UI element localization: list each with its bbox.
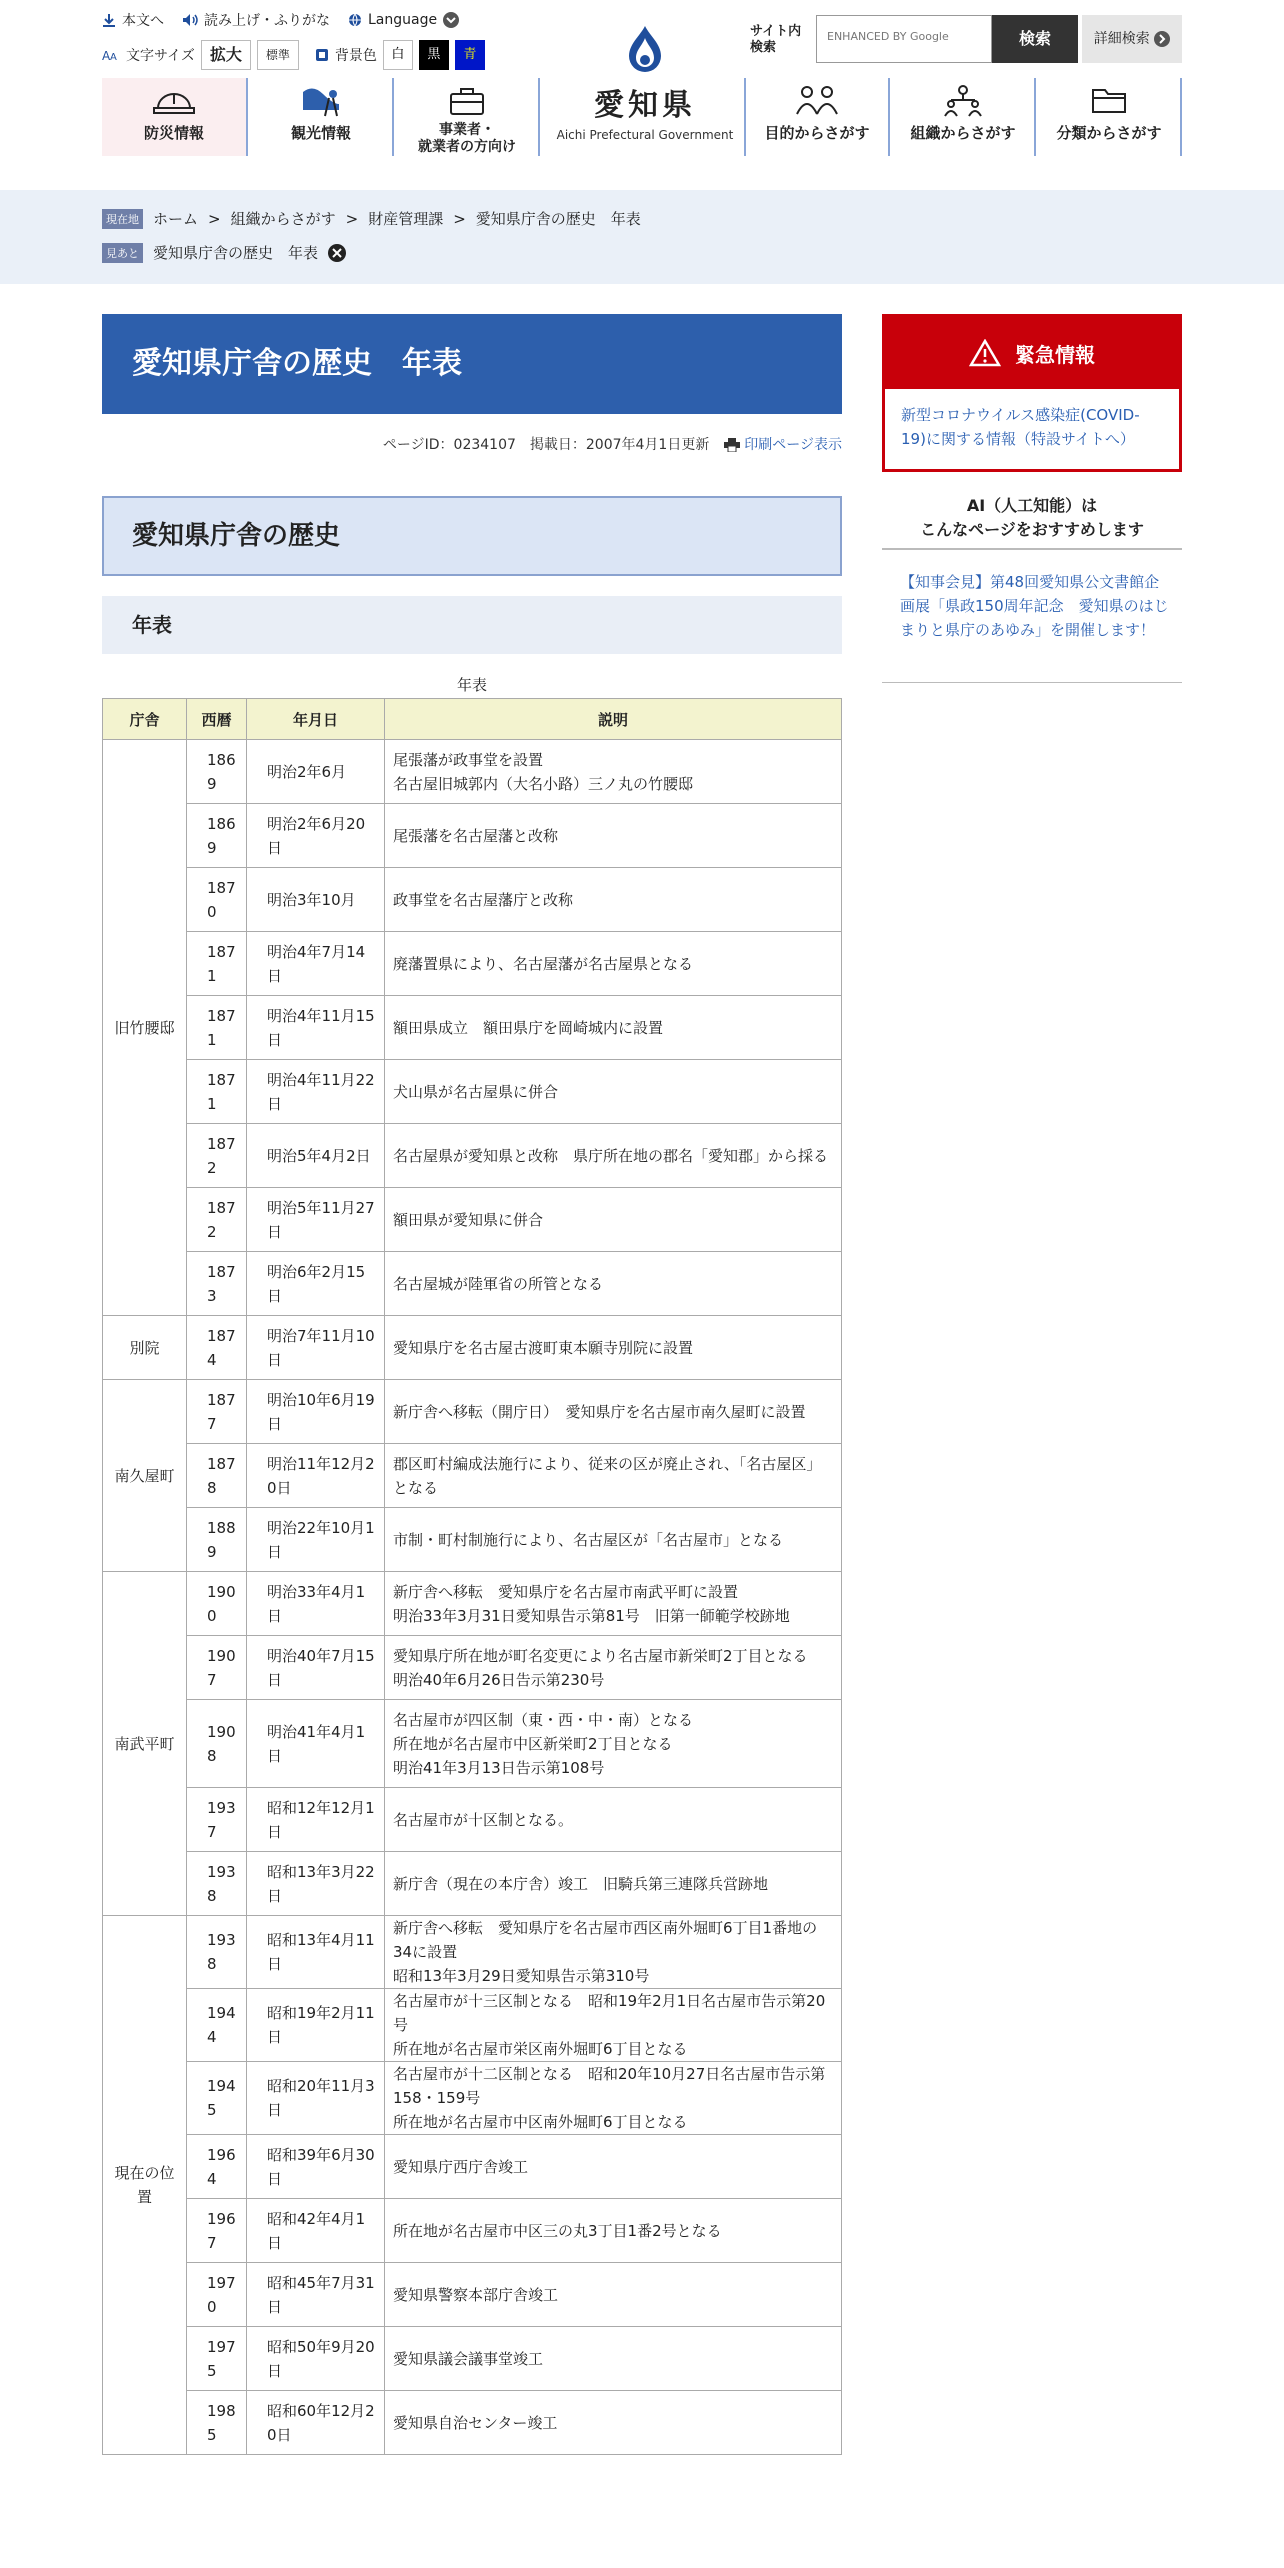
table-row — [103, 1700, 842, 1788]
description-cell: 新庁舎へ移転（開庁日） 愛知県庁を名古屋市南久屋町に設置 — [385, 1380, 842, 1444]
date-cell: 明治10年6月19日 — [247, 1380, 385, 1444]
description-cell: 名古屋市が十区制となる。 — [385, 1788, 842, 1852]
arrow-right-icon — [1154, 31, 1170, 47]
date-cell: 昭和20年11月3日 — [247, 2062, 385, 2135]
svg-text:A: A — [110, 52, 117, 62]
language-label: Language — [368, 12, 438, 28]
description-cell: 愛知県庁所在地が町名変更により名古屋市新栄町2丁目となる 明治40年6月26日告示第230号 — [385, 1636, 842, 1700]
table-row — [103, 2135, 842, 2199]
page-meta — [102, 434, 842, 454]
description-cell: 名古屋市が四区制（東・西・中・南）となる 所在地が名古屋市中区新栄町2丁目となる 明治41年3月13日告示第108号 — [385, 1700, 842, 1788]
nav-purpose[interactable] — [746, 78, 890, 156]
briefcase-icon — [445, 84, 489, 118]
description-cell: 新庁舎へ移転 愛知県庁を名古屋市西区南外堀町6丁目1番地の34に設置 昭和13年3月29日愛知県告示第310号 — [385, 1916, 842, 1989]
bg-black-button[interactable]: 黒 — [419, 40, 449, 70]
date-cell: 明治5年11月27日 — [247, 1188, 385, 1252]
table-row — [103, 1316, 842, 1380]
description-cell: 額田県成立 額田県庁を岡崎城内に設置 — [385, 996, 842, 1060]
folder-icon — [1087, 84, 1131, 118]
search-button[interactable]: 検索 — [992, 15, 1078, 63]
description-cell: 新庁舎（現在の本庁舎）竣工 旧騎兵第三連隊兵営跡地 — [385, 1852, 842, 1916]
breadcrumb-org-link[interactable]: 組織からさがす — [230, 210, 336, 228]
helmet-icon — [152, 84, 196, 118]
display-settings — [102, 40, 485, 70]
date-cell: 明治40年7月15日 — [247, 1636, 385, 1700]
font-large-button[interactable]: 拡大 — [201, 40, 251, 70]
description-cell: 愛知県庁西庁舎竣工 — [385, 2135, 842, 2199]
date-cell: 明治3年10月 — [247, 868, 385, 932]
emergency-title: 緊急情報 — [1015, 342, 1095, 367]
year-cell: 1900 — [187, 1572, 247, 1636]
description-cell: 愛知県議会議事堂竣工 — [385, 2327, 842, 2391]
date-cell: 昭和13年4月11日 — [247, 1916, 385, 1989]
subsection-heading: 年表 — [102, 596, 842, 654]
breadcrumb-dept-link[interactable]: 財産管理課 — [368, 210, 444, 228]
advanced-search-label: 詳細検索 — [1093, 31, 1150, 47]
divider — [882, 682, 1182, 683]
nav-business[interactable] — [396, 78, 540, 156]
advanced-search-button[interactable] — [1082, 15, 1182, 63]
description-cell: 名古屋城が陸軍省の所管となる — [385, 1252, 842, 1316]
building-cell: 南武平町 — [103, 1572, 187, 1916]
year-cell: 1871 — [187, 1060, 247, 1124]
year-cell: 1938 — [187, 1852, 247, 1916]
year-cell: 1889 — [187, 1508, 247, 1572]
col-header-description: 説明 — [385, 699, 842, 740]
nav-label: 観光情報 — [290, 124, 351, 142]
section-heading: 愛知県庁舎の歴史 — [102, 496, 842, 576]
table-row — [103, 740, 842, 804]
svg-text:A: A — [102, 49, 111, 62]
viewed-page-link[interactable]: 愛知県庁舎の歴史 年表 — [153, 244, 319, 262]
date-cell: 明治4年11月15日 — [247, 996, 385, 1060]
year-cell: 1871 — [187, 996, 247, 1060]
year-cell: 1964 — [187, 2135, 247, 2199]
nav-category[interactable] — [1038, 78, 1182, 156]
table-row — [103, 932, 842, 996]
year-cell: 1872 — [187, 1188, 247, 1252]
skip-label: 本文へ — [122, 13, 164, 29]
description-cell: 所在地が名古屋市中区三の丸3丁目1番2号となる — [385, 2199, 842, 2263]
year-cell: 1869 — [187, 740, 247, 804]
speaker-icon — [182, 13, 198, 27]
date-cell: 明治2年6月20日 — [247, 804, 385, 868]
table-row — [103, 868, 842, 932]
logo-subtitle: Aichi Prefectural Government — [556, 128, 734, 142]
year-cell: 1871 — [187, 932, 247, 996]
warning-icon — [969, 339, 1001, 367]
table-row — [103, 1444, 842, 1508]
year-cell: 1985 — [187, 2391, 247, 2455]
description-cell: 愛知県警察本部庁舎竣工 — [385, 2263, 842, 2327]
chevron-down-icon — [443, 12, 459, 28]
table-row — [103, 2263, 842, 2327]
date-cell: 昭和42年4月1日 — [247, 2199, 385, 2263]
organization-icon — [941, 84, 985, 118]
description-cell: 名古屋県が愛知県と改称 県庁所在地の郡名「愛知郡」から採る — [385, 1124, 842, 1188]
description-cell: 尾張藩を名古屋藩と改称 — [385, 804, 842, 868]
date-cell: 明治11年12月20日 — [247, 1444, 385, 1508]
nav-tourism[interactable] — [250, 78, 394, 156]
page-title: 愛知県庁舎の歴史 年表 — [102, 314, 842, 414]
nav-organization[interactable] — [892, 78, 1036, 156]
emergency-header — [885, 317, 1179, 389]
font-size-icon — [102, 48, 120, 62]
date-cell: 明治2年6月 — [247, 740, 385, 804]
description-cell: 額田県が愛知県に併合 — [385, 1188, 842, 1252]
date-cell: 明治4年7月14日 — [247, 932, 385, 996]
year-cell: 1944 — [187, 1989, 247, 2062]
breadcrumb-current: 愛知県庁舎の歴史 年表 — [475, 210, 641, 228]
table-row — [103, 1508, 842, 1572]
nav-label: 目的からさがす — [764, 124, 870, 142]
date-cell: 明治7年11月10日 — [247, 1316, 385, 1380]
date-cell: 昭和13年3月22日 — [247, 1852, 385, 1916]
table-row — [103, 804, 842, 868]
description-cell: 尾張藩が政事堂を設置 名古屋旧城郭内（大名小路）三ノ丸の竹腰邸 — [385, 740, 842, 804]
date-cell: 昭和39年6月30日 — [247, 2135, 385, 2199]
year-cell: 1908 — [187, 1700, 247, 1788]
description-cell: 名古屋市が十二区制となる 昭和20年10月27日名古屋市告示第158・159号 所在地が名古屋市中区南外堀町6丁目となる — [385, 2062, 842, 2135]
date-cell: 明治41年4月1日 — [247, 1700, 385, 1788]
tourism-icon — [299, 84, 343, 118]
font-size-label: 文字サイズ — [126, 48, 195, 64]
nav-label: 分類からさがす — [1056, 124, 1162, 142]
table-header-row — [103, 699, 842, 740]
table-caption: 年表 — [456, 676, 487, 694]
description-cell: 廃藩置県により、名古屋藩が名古屋県となる — [385, 932, 842, 996]
description-cell: 犬山県が名古屋県に併合 — [385, 1060, 842, 1124]
table-row — [103, 1060, 842, 1124]
bg-white-button[interactable]: 白 — [383, 40, 413, 70]
bg-blue-button[interactable]: 青 — [455, 40, 485, 70]
breadcrumb — [102, 208, 641, 229]
page-id-date: ページID：0234107 掲載日：2007年4月1日更新 — [382, 437, 710, 453]
date-cell: 明治33年4月1日 — [247, 1572, 385, 1636]
bg-color-label: 背景色 — [334, 48, 377, 64]
description-cell: 政事堂を名古屋藩庁と改称 — [385, 868, 842, 932]
printer-icon — [724, 438, 740, 452]
skip-to-content-link[interactable] — [102, 10, 164, 30]
download-icon — [102, 13, 116, 27]
year-cell: 1945 — [187, 2062, 247, 2135]
reader-label: 読み上げ・ふりがな — [204, 13, 330, 29]
nav-label: 組織からさがす — [910, 124, 1016, 142]
site-logo[interactable] — [555, 24, 735, 142]
col-header-year: 西暦 — [187, 699, 247, 740]
description-cell: 郡区町村編成法施行により、従来の区が廃止され、「名古屋区」となる — [385, 1444, 842, 1508]
divider — [882, 548, 1182, 550]
close-icon[interactable] — [328, 244, 346, 262]
breadcrumb-separator: > — [453, 209, 466, 228]
ai-recommend-title: AI（人工知能）は こんなページをおすすめします — [920, 496, 1144, 539]
year-cell: 1874 — [187, 1316, 247, 1380]
date-cell: 昭和60年12月20日 — [247, 2391, 385, 2455]
table-row — [103, 1916, 842, 1989]
language-link[interactable] — [348, 12, 459, 28]
palette-icon — [315, 48, 329, 62]
logo-title: 愛知県 — [594, 88, 696, 123]
year-cell: 1975 — [187, 2327, 247, 2391]
date-cell: 昭和50年9月20日 — [247, 2327, 385, 2391]
year-cell: 1938 — [187, 1916, 247, 1989]
description-cell: 愛知県庁を名古屋古渡町東本願寺別院に設置 — [385, 1316, 842, 1380]
date-cell: 明治22年10月1日 — [247, 1508, 385, 1572]
recommended-page-link[interactable]: 【知事会見】第48回愛知県公文書館企画展「県政150周年記念 愛知県のはじまりと県庁のあゆみ」を開催します！ — [900, 573, 1169, 639]
table-row — [103, 996, 842, 1060]
table-row — [103, 1124, 842, 1188]
year-cell: 1937 — [187, 1788, 247, 1852]
nav-label: 防災情報 — [143, 124, 204, 142]
print-page-link[interactable]: 印刷ページ表示 — [744, 437, 842, 453]
nav-label: 事業者・ 就業者の方向け — [418, 122, 516, 155]
year-cell: 1870 — [187, 868, 247, 932]
nav-separator — [538, 78, 540, 156]
year-cell: 1872 — [187, 1124, 247, 1188]
table-row — [103, 1852, 842, 1916]
table-row — [103, 1788, 842, 1852]
table-row — [103, 1572, 842, 1636]
globe-icon — [348, 13, 362, 27]
site-search-label: サイト内 検索 — [750, 24, 802, 55]
table-row — [103, 1252, 842, 1316]
building-cell: 南久屋町 — [103, 1380, 187, 1572]
table-row — [103, 1188, 842, 1252]
reader-link[interactable] — [182, 10, 330, 30]
viewed-pages — [102, 242, 346, 263]
people-icon — [795, 84, 839, 118]
table-body — [103, 740, 842, 2455]
year-cell: 1970 — [187, 2263, 247, 2327]
table-row — [103, 2062, 842, 2135]
viewed-tag: 見あと — [102, 243, 143, 263]
year-cell: 1878 — [187, 1444, 247, 1508]
breadcrumb-separator: > — [345, 209, 359, 228]
description-cell: 愛知県自治センター竣工 — [385, 2391, 842, 2455]
date-cell: 明治4年11月22日 — [247, 1060, 385, 1124]
year-cell: 1907 — [187, 1636, 247, 1700]
description-cell: 新庁舎へ移転 愛知県庁を名古屋市南武平町に設置 明治33年3月31日愛知県告示第81号 旧第一師範学校跡地 — [385, 1572, 842, 1636]
date-cell: 昭和12年12月1日 — [247, 1788, 385, 1852]
date-cell: 昭和45年7月31日 — [247, 2263, 385, 2327]
emergency-body — [885, 389, 1179, 465]
table-row — [103, 2199, 842, 2263]
table-row — [103, 1989, 842, 2062]
table-row — [103, 1636, 842, 1700]
prefecture-emblem-icon — [625, 24, 665, 76]
col-header-building: 庁舎 — [103, 699, 187, 740]
building-cell: 旧竹腰邸 — [103, 740, 187, 1316]
table-row — [103, 1380, 842, 1444]
current-location-tag: 現在地 — [102, 209, 143, 229]
search-input[interactable]: ENHANCED BY Google — [816, 15, 992, 63]
breadcrumb-area — [0, 190, 1284, 284]
year-cell: 1967 — [187, 2199, 247, 2263]
utility-links — [102, 10, 459, 30]
building-cell: 現在の位置 — [103, 1916, 187, 2455]
date-cell: 明治6年2月15日 — [247, 1252, 385, 1316]
site-header — [0, 0, 1284, 190]
date-cell: 明治5年4月2日 — [247, 1124, 385, 1188]
year-cell: 1877 — [187, 1380, 247, 1444]
year-cell: 1869 — [187, 804, 247, 868]
breadcrumb-home-link[interactable]: ホーム — [153, 210, 199, 228]
history-table — [102, 698, 842, 2455]
breadcrumb-separator: > — [208, 209, 221, 228]
description-cell: 名古屋市が十三区制となる 昭和19年2月1日名古屋市告示第20号 所在地が名古屋市栄区南外堀町6丁目となる — [385, 1989, 842, 2062]
year-cell: 1873 — [187, 1252, 247, 1316]
col-header-date: 年月日 — [247, 699, 385, 740]
table-row — [103, 2327, 842, 2391]
date-cell: 昭和19年2月11日 — [247, 1989, 385, 2062]
covid-info-link[interactable]: 新型コロナウイルス感染症(COVID-19)に関する情報（特設サイトへ） — [901, 406, 1140, 448]
building-cell: 別院 — [103, 1316, 187, 1380]
emergency-info-box — [882, 314, 1182, 472]
table-row — [103, 2391, 842, 2455]
nav-disaster[interactable] — [102, 78, 248, 156]
description-cell: 市制・町村制施行により、名古屋区が「名古屋市」となる — [385, 1508, 842, 1572]
font-standard-button[interactable]: 標準 — [257, 40, 299, 70]
